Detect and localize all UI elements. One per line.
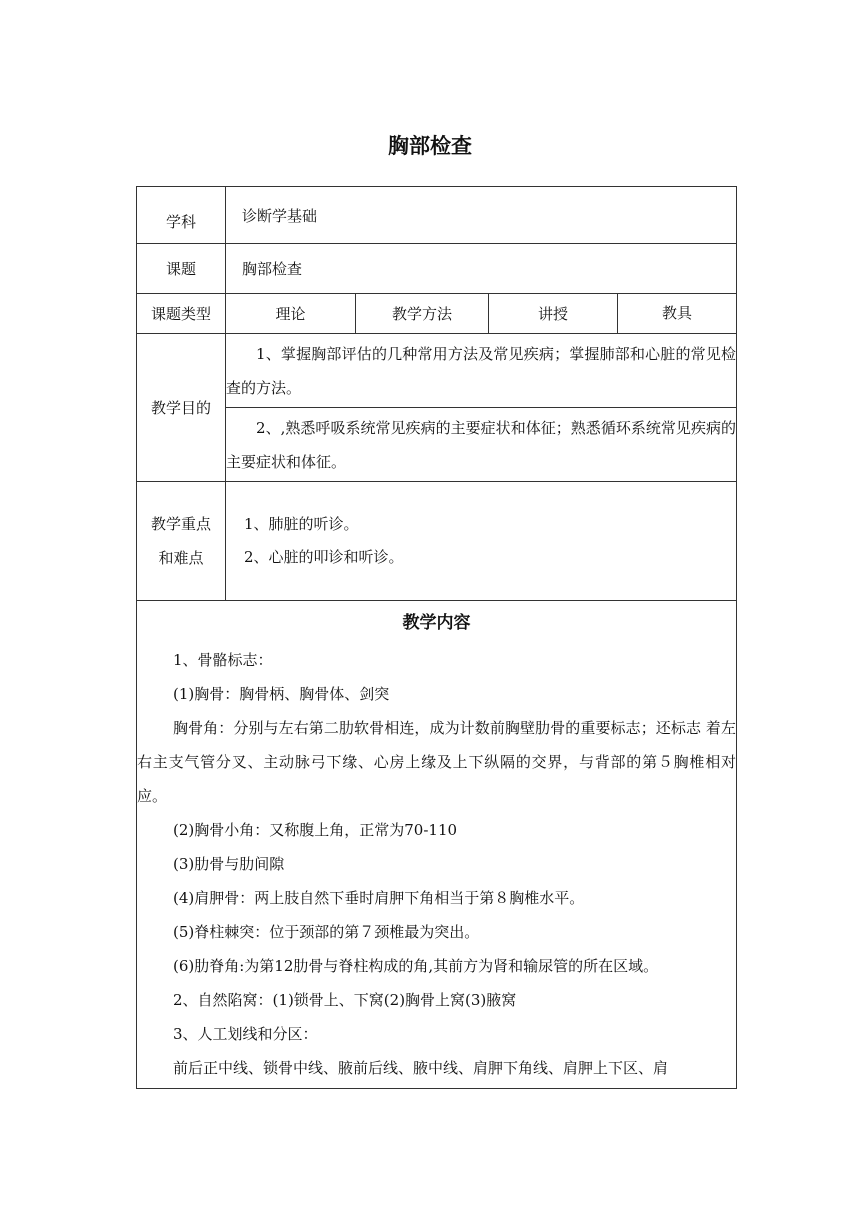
key-points-list (226, 482, 737, 601)
content-line: 胸骨角：分别与左右第二肋软骨相连，成为计数前胸壁肋骨的重要标志；还标志 着左右主支气管分叉、主动脉弓下缘、心房上缘及上下纵隔的交界，与背部的第５胸椎相对应。 (137, 719, 737, 805)
content-line: (3)肋骨与肋间隙 (173, 855, 285, 873)
content-line: (2)胸骨小角：又称腹上角，正常为70-110 (173, 821, 458, 839)
key-points-label-line2: 和难点 (158, 549, 204, 567)
objective-item: 1、掌握胸部评估的几种常用方法及常见疾病；掌握肺部和心脏的常见检查的方法。 (226, 334, 737, 408)
topic-label: 课题 (137, 244, 226, 294)
type-value: 理论 (226, 294, 356, 334)
type-label: 课题类型 (137, 294, 226, 334)
content-line: 前后正中线、锁骨中线、腋前后线、腋中线、肩胛下角线、肩胛上下区、肩 (173, 1059, 669, 1077)
content-line: 1、骨骼标志： (173, 651, 273, 669)
content-line: (1)胸骨：胸骨柄、胸骨体、剑突 (173, 685, 390, 703)
content-line: 3、人工划线和分区： (173, 1025, 318, 1043)
content-line: (5)脊柱棘突：位于颈部的第７颈椎最为突出。 (173, 923, 480, 941)
row-subject (137, 187, 737, 244)
page-title: 胸部检查 (388, 134, 472, 158)
content-heading: 教学内容 (402, 613, 471, 633)
tools-label-text: 教具 (662, 304, 693, 322)
row-objective-2 (137, 408, 737, 482)
row-key-points (137, 482, 737, 601)
key-points-label-line1: 教学重点 (150, 515, 211, 533)
content-line: (4)肩胛骨：两上肢自然下垂时肩胛下角相当于第８胸椎水平。 (173, 889, 585, 907)
method-label: 教学方法 (356, 294, 489, 334)
teaching-content (137, 601, 737, 1089)
lesson-plan-table (136, 186, 737, 1089)
objectives-label: 教学目的 (137, 334, 226, 482)
key-points-label (137, 482, 226, 601)
objective-item: 2、,熟悉呼吸系统常见疾病的主要症状和体征；熟悉循环系统常见疾病的主要症状和体征。 (226, 408, 737, 482)
method-value: 讲授 (489, 294, 618, 334)
subject-value: 诊断学基础 (226, 187, 737, 244)
tools-label (618, 294, 737, 334)
content-line: 2、自然陷窝：(1)锁骨上、下窝(2)胸骨上窝(3)腋窝 (173, 991, 517, 1009)
content-line: (6)肋脊角:为第12肋骨与脊柱构成的角,其前方为肾和输尿管的所在区域。 (173, 957, 659, 975)
subject-label: 学科 (137, 187, 226, 244)
topic-value: 胸部检查 (226, 244, 737, 294)
row-topic (137, 244, 737, 294)
row-content (137, 601, 737, 1089)
row-objective-1 (137, 334, 737, 408)
key-point-item: 2、心脏的叩诊和听诊。 (244, 548, 404, 566)
key-point-item: 1、肺脏的听诊。 (244, 515, 359, 533)
row-type (137, 294, 737, 334)
